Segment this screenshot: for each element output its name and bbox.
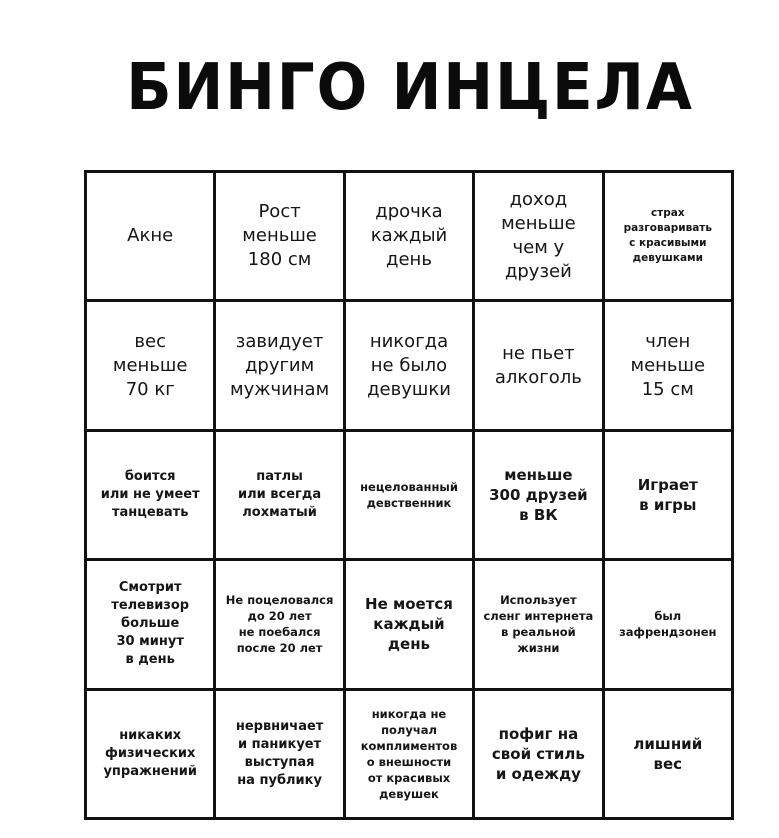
bingo-cell-text: Играет в игры <box>637 475 698 514</box>
bingo-cell <box>605 561 731 687</box>
bingo-cell <box>216 302 342 428</box>
bingo-cell <box>87 561 213 687</box>
bingo-cell-text: нецелованный девственник <box>360 479 458 510</box>
bingo-cell <box>475 302 601 428</box>
bingo-cell <box>475 432 601 558</box>
bingo-cell <box>605 302 731 428</box>
bingo-cell <box>87 173 213 299</box>
page-title: БИНГО ИНЦЕЛА <box>126 51 694 125</box>
bingo-cell-text: нервничает и паникует выступая на публику <box>235 718 324 788</box>
bingo-cell-text: патлы или всегда лохматый <box>238 468 322 520</box>
bingo-cell-text: никогда не было девушки <box>367 330 451 400</box>
bingo-cell-text: дрочка каждый день <box>370 201 448 271</box>
bingo-cell <box>346 691 472 817</box>
bingo-cell <box>216 561 342 687</box>
bingo-cell-text: доход меньше чем у друзей <box>501 189 576 283</box>
bingo-cell <box>475 691 601 817</box>
bingo-cell-text: пофиг на свой стиль и одежду <box>491 724 585 783</box>
bingo-cell <box>346 561 472 687</box>
bingo-cell-text: Акне <box>127 225 174 247</box>
bingo-cell-text: Использует сленг интернета в реальной жизни <box>483 593 594 656</box>
bingo-cell-text: Смотрит телевизор больше 30 минут в день <box>111 580 190 668</box>
bingo-cell-text: был зафрендзонен <box>619 609 717 640</box>
bingo-grid <box>84 170 734 820</box>
bingo-cell <box>87 302 213 428</box>
bingo-cell <box>605 173 731 299</box>
bingo-cell <box>475 561 601 687</box>
bingo-cell <box>87 432 213 558</box>
bingo-cell <box>216 432 342 558</box>
bingo-cell-text: вес меньше 70 кг <box>112 330 188 400</box>
bingo-cell-text: никогда не получал комплиментов о внешности от красивых девушек <box>360 706 458 801</box>
bingo-cell-text: не пьет алкоголь <box>494 342 582 388</box>
bingo-cell <box>605 691 731 817</box>
bingo-cell <box>605 432 731 558</box>
bingo-cell <box>346 173 472 299</box>
bingo-cell-text: боится или не умеет танцевать <box>100 468 200 520</box>
bingo-cell-text: страх разговаривать с красивыми девушками <box>623 207 713 265</box>
bingo-cell-text: завидует другим мужчинам <box>230 330 330 400</box>
bingo-cell <box>346 432 472 558</box>
bingo-cell-text: лишний вес <box>633 734 703 773</box>
bingo-cell-text: член меньше 15 см <box>630 330 706 400</box>
bingo-cell <box>346 302 472 428</box>
bingo-cell-text: Не моется каждый день <box>365 595 453 654</box>
bingo-cell <box>87 691 213 817</box>
bingo-cell-text: Не поцеловался до 20 лет не поебался после 20 лет <box>225 593 334 656</box>
bingo-cell <box>216 691 342 817</box>
bingo-cell-text: никаких физических упражнений <box>103 727 197 779</box>
bingo-cell <box>475 173 601 299</box>
bingo-cell-text: Рост меньше 180 см <box>242 201 317 271</box>
bingo-cell <box>216 173 342 299</box>
bingo-cell-text: меньше 300 друзей в ВК <box>489 465 588 524</box>
